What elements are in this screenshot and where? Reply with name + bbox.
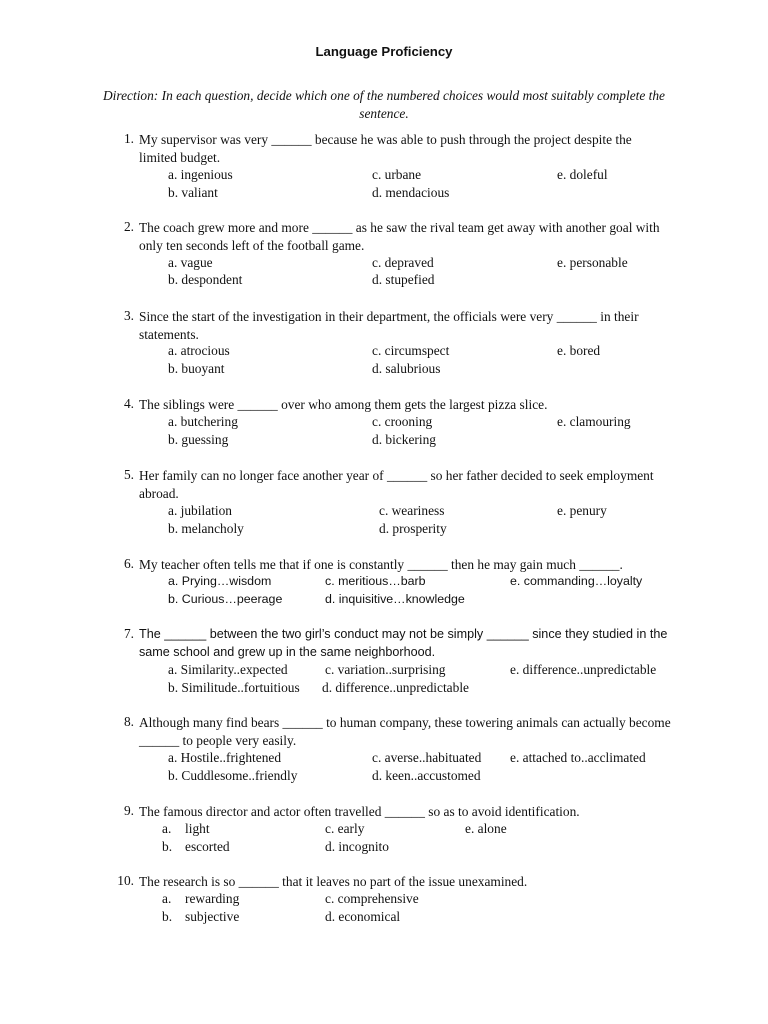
option-d: d. prosperity (379, 521, 447, 536)
option-a: a. butchering (168, 414, 238, 429)
option-a-letter: a. (162, 821, 172, 836)
option-b: b. despondent (168, 272, 243, 287)
option-d: d. stupefied (372, 272, 435, 287)
option-b: b. melancholy (168, 521, 244, 536)
option-d: d. bickering (372, 432, 436, 447)
option-c: c. crooning (372, 414, 433, 429)
option-a: a. vague (168, 255, 213, 270)
question-text: The ______ between the two girl’s conduct may not be simply ______ since they studied in the same school and grew up in the same neighborhood. (139, 627, 668, 659)
question-number: 3. (123, 308, 134, 323)
option-d: d. incognito (325, 839, 389, 854)
question-text: My supervisor was very ______ because he was able to push through the project despite the limited budget. (139, 132, 632, 165)
page-title: Language Proficiency (315, 44, 453, 59)
question-text: Her family can no longer face another year of ______ so her father decided to seek employment abroad. (139, 468, 654, 501)
option-c: c. urbane (372, 167, 422, 182)
option-d: d. keen..accustomed (372, 768, 481, 783)
question-number: 7. (123, 626, 134, 641)
question-text: The siblings were ______ over who among them gets the largest pizza slice. (139, 397, 548, 412)
option-a: a. Similarity..expected (168, 662, 288, 677)
option-c: c. weariness (379, 503, 445, 518)
option-a: a. atrocious (168, 343, 230, 358)
option-b: b. Similitude..fortuitious (168, 680, 300, 695)
option-d: d. difference..unpredictable (322, 680, 469, 695)
option-b: b. buoyant (168, 361, 225, 376)
option-d: d. economical (325, 909, 401, 924)
option-d: d. salubrious (372, 361, 441, 376)
option-e: e. bored (557, 343, 601, 358)
option-a-word: rewarding (185, 891, 240, 906)
option-b-letter: b. (162, 909, 173, 924)
question-number: 9. (123, 803, 134, 818)
option-c: c. early (325, 821, 365, 836)
question-text: The research is so ______ that it leaves no part of the issue unexamined. (139, 874, 528, 889)
question-number: 6. (123, 556, 134, 571)
option-a: a. Prying…wisdom (168, 574, 272, 588)
question-text: Since the start of the investigation in their department, the officials were very ______ in their statements. (139, 309, 639, 342)
option-a-word: light (185, 821, 210, 836)
option-e: e. personable (557, 255, 628, 270)
question-number: 10. (117, 873, 134, 888)
option-c: c. variation..surprising (325, 662, 446, 677)
option-e: e. penury (557, 503, 607, 518)
option-c: c. depraved (372, 255, 434, 270)
option-b-word: subjective (185, 909, 240, 924)
option-e: e. difference..unpredictable (510, 662, 657, 677)
option-a: a. jubilation (168, 503, 232, 518)
directions: Direction: In each question, decide which one of the numbered choices would most suitably complete the sentence. (102, 88, 666, 121)
option-d: d. inquisitive…knowledge (325, 592, 465, 606)
option-b: b. valiant (168, 185, 218, 200)
question-text: My teacher often tells me that if one is constantly ______ then he may gain much ______. (139, 557, 623, 572)
option-e: e. commanding…loyalty (510, 574, 643, 588)
option-a: a. Hostile..frightened (168, 750, 282, 765)
question-number: 5. (123, 467, 134, 482)
question-number: 4. (123, 396, 134, 411)
option-c: c. circumspect (372, 343, 450, 358)
option-b-letter: b. (162, 839, 173, 854)
option-b: b. Cuddlesome..friendly (168, 768, 298, 783)
question-text: Although many find bears ______ to human company, these towering animals can actually become ______ to people very easily. (139, 715, 671, 748)
option-c: c. averse..habituated (372, 750, 482, 765)
question-text: The coach grew more and more ______ as he saw the rival team get away with another goal with only ten seconds left of the football game. (139, 220, 660, 253)
option-e: e. doleful (557, 167, 608, 182)
question-number: 2. (123, 219, 134, 234)
question-number: 8. (123, 714, 134, 729)
option-e: e. alone (465, 821, 507, 836)
option-b: b. Curious…peerage (168, 592, 283, 606)
option-a-letter: a. (162, 891, 172, 906)
option-e: e. clamouring (557, 414, 631, 429)
option-b: b. guessing (168, 432, 229, 447)
option-e: e. attached to..acclimated (510, 750, 646, 765)
option-a: a. ingenious (168, 167, 233, 182)
option-b-word: escorted (185, 839, 230, 854)
question-text: The famous director and actor often travelled ______ so as to avoid identification. (139, 804, 580, 819)
option-d: d. mendacious (372, 185, 450, 200)
option-c: c. comprehensive (325, 891, 419, 906)
option-c: c. meritious…barb (325, 574, 426, 588)
question-number: 1. (123, 131, 134, 146)
